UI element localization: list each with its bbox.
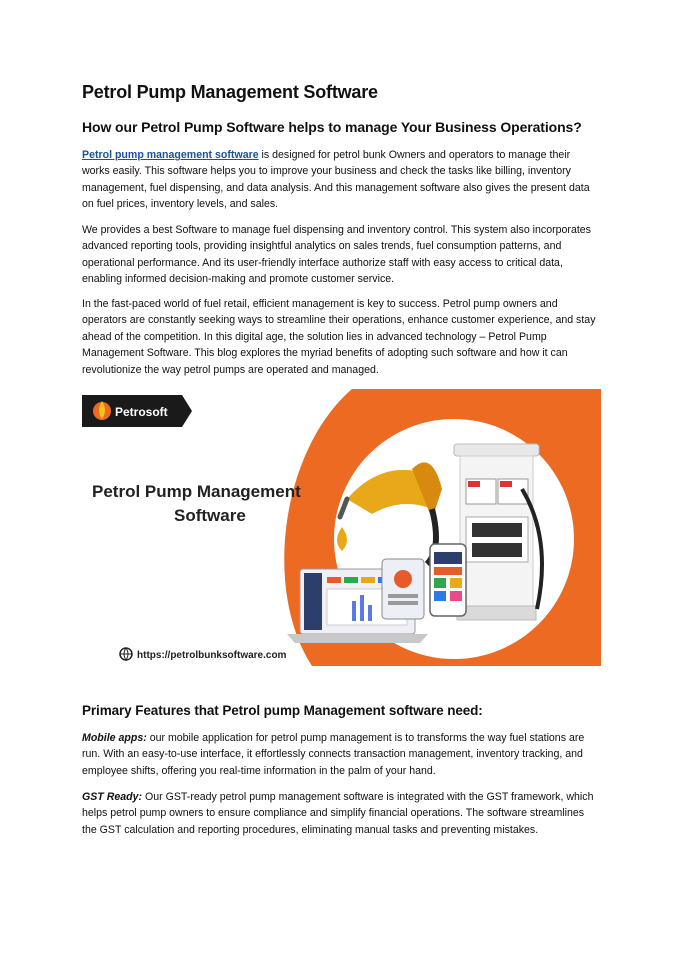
- fuel-dispenser-icon: [454, 444, 542, 620]
- feature-label: GST Ready:: [82, 791, 143, 803]
- paragraph-3: In the fast-paced world of fuel retail, efficient management is key to success. Petrol pump owners and operators are constantly seeking ways to streamline their operations, enhance customer experience, and stay ahead of the competition. In this digital age, the solution lies in advanced technology – Petrol Pump Management Software. This blog explores the myriad benefits of adopting such software and how it can revolutionize the way petrol pumps are operated and managed.: [82, 298, 596, 376]
- intro-text: is designed for petrol bunk Owners and operators to manage their works easily. This software helps you to improve your business and check the tasks like billing, inventory management, fuel dispensing, and data analysis. And this management software also gives the present data on fuel prices, inventory levels, and sales.: [82, 149, 590, 211]
- feature-mobile-apps: [82, 730, 600, 779]
- feature-gst-ready: [82, 789, 600, 838]
- paragraph-2: We provides a best Software to manage fuel dispensing and inventory control. This system also incorporates advanced reporting tools, providing insightful analytics on sales trends, fuel consumption patterns, and operational performance. And its user-friendly interface authorize staff with easy access to critical data, enabling informed decision-making and promote customer service.: [82, 224, 591, 286]
- phone-icon: [430, 544, 466, 616]
- page-title: Petrol Pump Management Software: [82, 82, 378, 102]
- features-heading: Primary Features that Petrol pump Management software need:: [82, 703, 483, 718]
- software-link[interactable]: Petrol pump management software: [82, 149, 259, 161]
- logo-text: Petrosoft: [115, 405, 168, 419]
- intro-paragraph: [82, 147, 600, 213]
- banner-heading-line1: Petrol Pump Management: [92, 482, 301, 501]
- banner-heading-line2: Software: [174, 506, 246, 525]
- feature-text: Our GST-ready petrol pump management software is integrated with the GST framework, which helps petrol pump owners to ensure compliance and simplify financial operations. The software streamlines the GST calculation and reporting procedures, eliminating manual tasks and preventing mistakes.: [82, 791, 594, 836]
- feature-label: Mobile apps:: [82, 732, 147, 744]
- banner-url: https://petrolbunksoftware.com: [137, 650, 287, 661]
- feature-text: our mobile application for petrol pump management is to transforms the way fuel stations are run. With an easy-to-use interface, it effortlessly connects transaction management, inventory tracking, and employee shifts, offering you real-time information in the palm of your hand.: [82, 732, 585, 777]
- section-subtitle: How our Petrol Pump Software helps to manage Your Business Operations?: [82, 119, 582, 135]
- tablet-icon: [382, 559, 424, 619]
- promo-banner: [82, 389, 601, 666]
